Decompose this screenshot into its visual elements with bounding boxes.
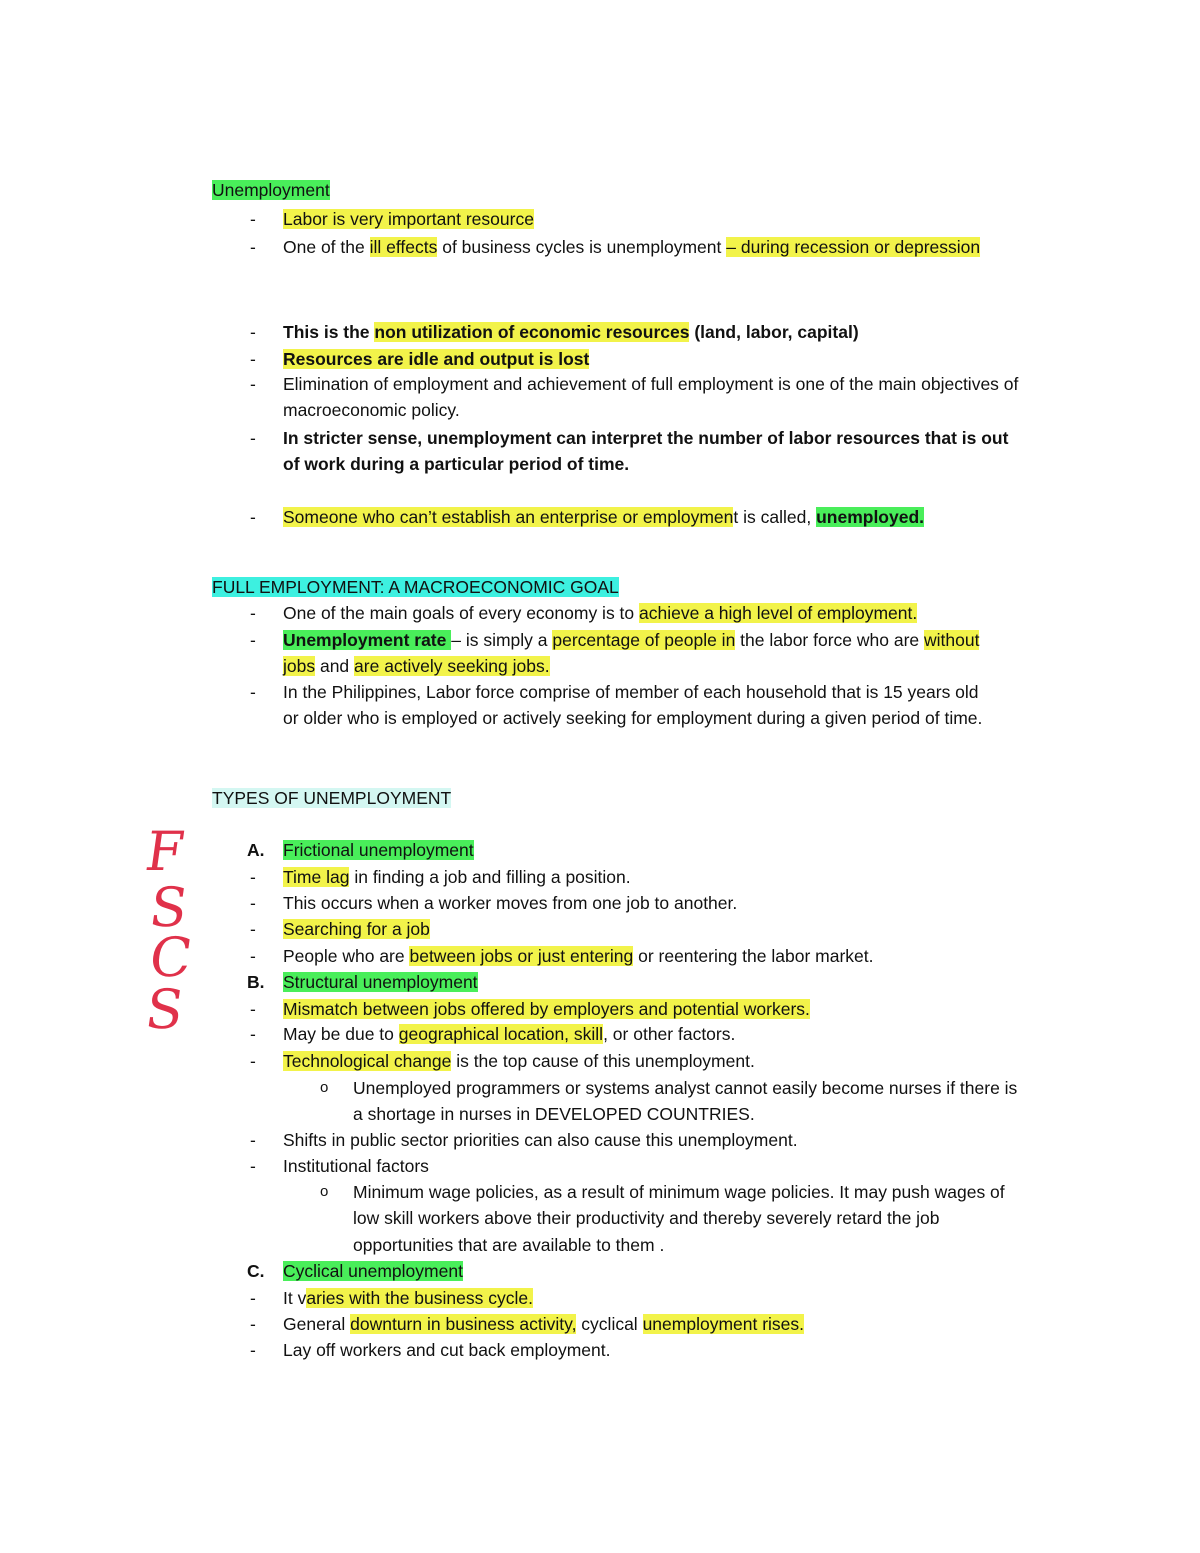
list-item: Unemployment rate – is simply a percentage of people in the labor force who are without jobs and are actively seeking jobs. [283, 630, 980, 677]
list-item: Institutional factors [283, 1156, 429, 1176]
list-item: Shifts in public sector priorities can also cause this unemployment. [283, 1130, 798, 1150]
dash-bullet: - [250, 209, 256, 229]
list-item: Resources are idle and output is lost [283, 349, 590, 369]
subsection-title-cyclical: Cyclical unemployment [283, 1261, 463, 1281]
dash-bullet: - [250, 603, 256, 623]
list-item: It varies with the business cycle. [283, 1288, 533, 1308]
dash-bullet: - [250, 1130, 256, 1150]
dash-bullet: - [250, 237, 256, 257]
list-item: One of the main goals of every economy is to achieve a high level of employment. [283, 603, 918, 623]
dash-bullet: - [250, 1156, 256, 1176]
list-item: Elimination of employment and achievement of full employment is one of the main objectives of macroeconomic policy. [283, 374, 1019, 421]
section-title-full-employment: FULL EMPLOYMENT: A MACROECONOMIC GOAL [212, 577, 619, 597]
list-item: General downturn in business activity, cyclical unemployment rises. [283, 1314, 805, 1334]
list-item: Mismatch between jobs offered by employers and potential workers. [283, 999, 810, 1019]
dash-bullet: - [250, 507, 256, 527]
list-item: In stricter sense, unemployment can interpret the number of labor resources that is out of work during a particular period of time. [283, 428, 1009, 475]
dash-bullet: - [250, 1024, 256, 1044]
dash-bullet: - [250, 682, 256, 702]
section-title-types: TYPES OF UNEMPLOYMENT [212, 788, 452, 808]
dash-bullet: - [250, 1288, 256, 1308]
dash-bullet: - [250, 999, 256, 1019]
dash-bullet: - [250, 630, 256, 650]
dash-bullet: - [250, 946, 256, 966]
sub-list-item: Unemployed programmers or systems analyst cannot easily become nurses if there is a shortage in nurses in DEVELOPED COUNTRIES. [353, 1078, 1018, 1125]
list-item: Labor is very important resource [283, 209, 534, 229]
handwritten-letter-f: F [141, 820, 188, 883]
dash-bullet: - [250, 428, 256, 448]
list-item: This occurs when a worker moves from one job to another. [283, 893, 738, 913]
handwritten-letter-c: C [145, 926, 196, 989]
handwritten-letter-s: S [145, 876, 192, 939]
letter-marker: C. [247, 1261, 265, 1281]
sub-list-item: Minimum wage policies, as a result of minimum wage policies. It may push wages of low skill workers above their productivity and thereby severely retard the job opportunities that are available to them . [353, 1182, 1005, 1255]
dash-bullet: - [250, 374, 256, 394]
list-item: This is the non utilization of economic resources (land, labor, capital) [283, 322, 859, 342]
list-item: One of the ill effects of business cycles is unemployment – during recession or depression [283, 237, 981, 257]
list-item: Someone who can’t establish an enterprise or employment is called, unemployed. [283, 507, 925, 527]
dash-bullet: - [250, 1340, 256, 1360]
list-item: Lay off workers and cut back employment. [283, 1340, 611, 1360]
list-item: In the Philippines, Labor force comprise of member of each household that is 15 years old or older who is employed or actively seeking for employment during a given period of time. [283, 682, 983, 729]
list-item: May be due to geographical location, skill, or other factors. [283, 1024, 736, 1044]
dash-bullet: - [250, 1051, 256, 1071]
list-item: Technological change is the top cause of this unemployment. [283, 1051, 755, 1071]
dash-bullet: - [250, 919, 256, 939]
handwritten-letter-s: S [141, 978, 188, 1041]
dash-bullet: - [250, 867, 256, 887]
circle-bullet: o [320, 1183, 329, 1200]
list-item: Searching for a job [283, 919, 430, 939]
letter-marker: B. [247, 972, 265, 992]
dash-bullet: - [250, 1314, 256, 1334]
subsection-title-structural: Structural unemployment [283, 972, 478, 992]
circle-bullet: o [320, 1079, 329, 1096]
section-title-unemployment: Unemployment [212, 180, 330, 200]
list-item: Time lag in finding a job and filling a position. [283, 867, 631, 887]
dash-bullet: - [250, 349, 256, 369]
letter-marker: A. [247, 840, 265, 860]
dash-bullet: - [250, 322, 256, 342]
dash-bullet: - [250, 893, 256, 913]
subsection-title-frictional: Frictional unemployment [283, 840, 474, 860]
list-item: People who are between jobs or just entering or reentering the labor market. [283, 946, 874, 966]
